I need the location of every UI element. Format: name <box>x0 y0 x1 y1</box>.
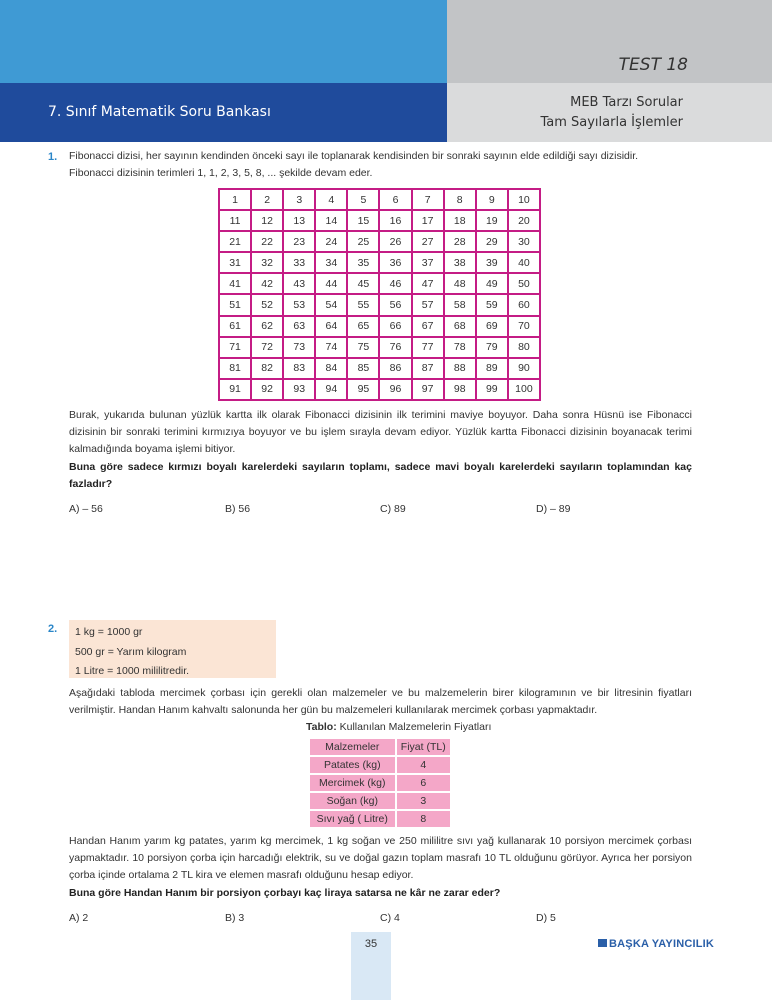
grid-cell: 45 <box>347 273 379 294</box>
page-number-box <box>351 932 391 1000</box>
info-line: 1 kg = 1000 gr <box>75 626 143 638</box>
table-cell: Sıvı yağ ( Litre) <box>309 810 396 828</box>
grid-cell: 69 <box>476 316 508 337</box>
grid-cell: 49 <box>476 273 508 294</box>
header-band-blue <box>0 0 447 83</box>
grid-cell: 72 <box>251 337 283 358</box>
grid-cell: 24 <box>315 231 347 252</box>
table-caption-text: Kullanılan Malzemelerin Fiyatları <box>336 721 492 733</box>
grid-cell: 35 <box>347 252 379 273</box>
grid-cell: 73 <box>283 337 315 358</box>
header-band-lightgray <box>447 83 772 142</box>
table-cell: 8 <box>396 810 451 828</box>
grid-cell: 59 <box>476 294 508 315</box>
grid-cell: 30 <box>508 231 540 252</box>
question-2-number: 2. <box>48 623 58 635</box>
page-number: 35 <box>364 938 378 950</box>
grid-cell: 44 <box>315 273 347 294</box>
grid-cell: 4 <box>315 189 347 210</box>
grid-cell: 7 <box>412 189 444 210</box>
grid-cell: 40 <box>508 252 540 273</box>
question-2-option-c[interactable]: C) 4 <box>380 912 400 924</box>
grid-cell: 52 <box>251 294 283 315</box>
grid-cell: 9 <box>476 189 508 210</box>
grid-cell: 62 <box>251 316 283 337</box>
table-cell: Mercimek (kg) <box>309 774 396 792</box>
grid-cell: 94 <box>315 379 347 400</box>
grid-cell: 2 <box>251 189 283 210</box>
grid-cell: 21 <box>219 231 251 252</box>
table-cell: 6 <box>396 774 451 792</box>
question-1-intro-line-2: Fibonacci dizisinin terimleri 1, 1, 2, 3, 5, 8, ... şekilde devam eder. <box>69 167 373 179</box>
grid-row <box>219 294 540 315</box>
test-label: TEST 18 <box>618 55 688 75</box>
grid-cell: 11 <box>219 210 251 231</box>
grid-cell: 90 <box>508 358 540 379</box>
table-row <box>309 810 451 828</box>
grid-cell: 36 <box>379 252 411 273</box>
grid-cell: 6 <box>379 189 411 210</box>
question-1-intro-line-1: Fibonacci dizisi, her sayının kendinden önceki sayı ile toplanarak kendisinden bir sonraki sayının elde edildiği sayı dizisidir. <box>69 150 639 162</box>
grid-cell: 3 <box>283 189 315 210</box>
publisher-square-icon <box>598 939 607 947</box>
grid-cell: 14 <box>315 210 347 231</box>
table-cell: 4 <box>396 756 451 774</box>
grid-cell: 43 <box>283 273 315 294</box>
grid-row <box>219 189 540 210</box>
grid-cell: 10 <box>508 189 540 210</box>
table-cell: Patates (kg) <box>309 756 396 774</box>
grid-cell: 26 <box>379 231 411 252</box>
grid-cell: 93 <box>283 379 315 400</box>
header-band-gray <box>447 0 772 83</box>
table-row <box>309 756 451 774</box>
grid-cell: 16 <box>379 210 411 231</box>
header-subtitle-1: MEB Tarzı Sorular <box>570 95 683 110</box>
grid-cell: 60 <box>508 294 540 315</box>
table-header-cell: Malzemeler <box>309 738 396 756</box>
grid-cell: 92 <box>251 379 283 400</box>
grid-cell: 54 <box>315 294 347 315</box>
grid-row <box>219 316 540 337</box>
grid-cell: 91 <box>219 379 251 400</box>
grid-cell: 76 <box>379 337 411 358</box>
grid-cell: 79 <box>476 337 508 358</box>
grid-cell: 75 <box>347 337 379 358</box>
grid-cell: 71 <box>219 337 251 358</box>
grid-cell: 84 <box>315 358 347 379</box>
grid-cell: 64 <box>315 316 347 337</box>
question-2-option-d[interactable]: D) 5 <box>536 912 556 924</box>
grid-cell: 39 <box>476 252 508 273</box>
question-1-prompt: Buna göre sadece kırmızı boyalı karelerdeki sayıların toplamı, sadece mavi boyalı karelerdeki sayıların toplamından kaç fazladır? <box>69 461 692 490</box>
grid-cell: 86 <box>379 358 411 379</box>
question-2-option-b[interactable]: B) 3 <box>225 912 245 924</box>
grid-cell: 81 <box>219 358 251 379</box>
question-1-option-b[interactable]: B) 56 <box>225 503 251 515</box>
grid-cell: 18 <box>444 210 476 231</box>
grid-cell: 96 <box>379 379 411 400</box>
grid-cell: 48 <box>444 273 476 294</box>
grid-cell: 68 <box>444 316 476 337</box>
grid-cell: 12 <box>251 210 283 231</box>
grid-cell: 38 <box>444 252 476 273</box>
grid-cell: 8 <box>444 189 476 210</box>
grid-cell: 80 <box>508 337 540 358</box>
table-caption <box>306 721 491 733</box>
grid-cell: 47 <box>412 273 444 294</box>
grid-cell: 95 <box>347 379 379 400</box>
table-row <box>309 792 451 810</box>
grid-row <box>219 252 540 273</box>
hundred-grid <box>218 188 541 401</box>
grid-cell: 19 <box>476 210 508 231</box>
grid-cell: 58 <box>444 294 476 315</box>
grid-cell: 97 <box>412 379 444 400</box>
grid-cell: 82 <box>251 358 283 379</box>
grid-cell: 51 <box>219 294 251 315</box>
grid-cell: 15 <box>347 210 379 231</box>
grid-cell: 50 <box>508 273 540 294</box>
grid-cell: 37 <box>412 252 444 273</box>
grid-cell: 55 <box>347 294 379 315</box>
header-subtitle-2: Tam Sayılarla İşlemler <box>540 115 683 130</box>
grid-row <box>219 273 540 294</box>
book-title: 7. Sınıf Matematik Soru Bankası <box>48 104 271 120</box>
grid-row <box>219 358 540 379</box>
grid-cell: 22 <box>251 231 283 252</box>
grid-cell: 83 <box>283 358 315 379</box>
grid-cell: 98 <box>444 379 476 400</box>
table-cell: Soğan (kg) <box>309 792 396 810</box>
question-1-option-a[interactable]: A) – 56 <box>69 503 103 515</box>
grid-cell: 85 <box>347 358 379 379</box>
question-2-body: Handan Hanım yarım kg patates, yarım kg mercimek, 1 kg soğan ve 250 mililitre sıvı yağ kullanarak 10 porsiyon mercimek çorbası yapmaktadır. 10 porsiyon çorba için harcadığı elektrik, su ve doğal gazın toplam masrafı 10 TL olduğunu görüyor. Ayrıca her porsiyon çorba içinde ortalama 2 TL kira ve elemen masrafı olduğunu hesap ediyor. <box>69 835 692 881</box>
table-row <box>309 774 451 792</box>
grid-cell: 66 <box>379 316 411 337</box>
info-line: 1 Litre = 1000 mililitredir. <box>75 665 190 677</box>
question-2-option-a[interactable]: A) 2 <box>69 912 89 924</box>
question-2-prompt: Buna göre Handan Hanım bir porsiyon çorbayı kaç liraya satarsa ne kâr ne zarar eder? <box>69 887 501 899</box>
grid-row <box>219 210 540 231</box>
grid-cell: 17 <box>412 210 444 231</box>
grid-cell: 74 <box>315 337 347 358</box>
grid-cell: 34 <box>315 252 347 273</box>
table-header-cell: Fiyat (TL) <box>396 738 451 756</box>
grid-cell: 46 <box>379 273 411 294</box>
grid-cell: 1 <box>219 189 251 210</box>
grid-cell: 25 <box>347 231 379 252</box>
question-1-number: 1. <box>48 151 58 163</box>
grid-cell: 32 <box>251 252 283 273</box>
grid-cell: 100 <box>508 379 540 400</box>
grid-cell: 27 <box>412 231 444 252</box>
grid-cell: 78 <box>444 337 476 358</box>
grid-cell: 28 <box>444 231 476 252</box>
question-1-option-c[interactable]: C) 89 <box>380 503 406 515</box>
grid-cell: 99 <box>476 379 508 400</box>
publisher-name: BAŞKA YAYINCILIK <box>609 938 715 950</box>
grid-cell: 41 <box>219 273 251 294</box>
grid-cell: 88 <box>444 358 476 379</box>
grid-cell: 42 <box>251 273 283 294</box>
grid-cell: 13 <box>283 210 315 231</box>
grid-cell: 61 <box>219 316 251 337</box>
grid-cell: 57 <box>412 294 444 315</box>
publisher-logo <box>598 938 714 950</box>
question-1-body: Burak, yukarıda bulunan yüzlük kartta ilk olarak Fibonacci dizisinin ilk terimini maviye boyuyor. Daha sonra Hüsnü ise Fibonacci dizisinin bir sonraki terimini kırmızıya boyuyor ve bu işlem sırayla devam ediyor. Yüzlük kartta Fibonacci dizisinin boyanacak terimi kalmadığında boyama işlemi bitiyor. <box>69 409 692 455</box>
grid-cell: 89 <box>476 358 508 379</box>
table-cell: 3 <box>396 792 451 810</box>
grid-row <box>219 231 540 252</box>
grid-row <box>219 379 540 400</box>
grid-cell: 67 <box>412 316 444 337</box>
grid-cell: 63 <box>283 316 315 337</box>
grid-cell: 53 <box>283 294 315 315</box>
grid-cell: 20 <box>508 210 540 231</box>
grid-cell: 29 <box>476 231 508 252</box>
grid-cell: 33 <box>283 252 315 273</box>
price-table <box>309 738 451 828</box>
table-caption-label: Tablo: <box>306 721 337 733</box>
table-header-row <box>309 738 451 756</box>
question-2-intro: Aşağıdaki tabloda mercimek çorbası için gerekli olan malzemeler ve bu malzemelerin birer kilogramının ve bir litresinin fiyatları verilmiştir. Handan Hanım kahvaltı salonunda her gün bu malzemeleri kullanılarak mercimek çorbası yapmaktadır. <box>69 687 692 716</box>
unit-info-box <box>69 620 276 678</box>
grid-cell: 23 <box>283 231 315 252</box>
grid-cell: 31 <box>219 252 251 273</box>
grid-cell: 77 <box>412 337 444 358</box>
grid-cell: 56 <box>379 294 411 315</box>
grid-cell: 65 <box>347 316 379 337</box>
grid-row <box>219 337 540 358</box>
grid-cell: 5 <box>347 189 379 210</box>
info-line: 500 gr = Yarım kilogram <box>75 645 187 658</box>
question-1-option-d[interactable]: D) – 89 <box>536 503 571 515</box>
grid-cell: 70 <box>508 316 540 337</box>
grid-cell: 87 <box>412 358 444 379</box>
